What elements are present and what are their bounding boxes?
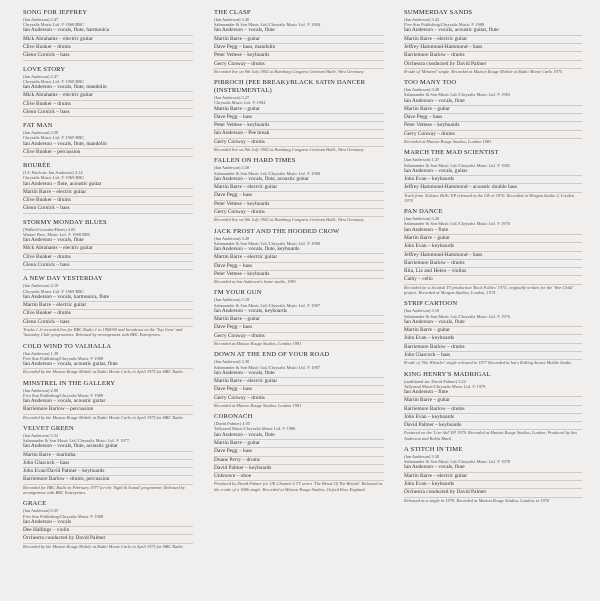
song-credit: Five Star Publishing/Chrysalis Music ℗ 1988: [23, 392, 104, 398]
song-entry: [23, 380, 193, 420]
musician-line: Barriemore Barlow – drums, percussion: [23, 476, 193, 484]
musician-line: Glenn Cornick – bass: [23, 205, 193, 213]
song-title: TOO MANY TOO: [404, 79, 457, 87]
musician-line: Mick Abrahams – electric guitar: [23, 36, 193, 44]
song-credit: (David Palmer) 4.05: [214, 421, 250, 427]
musician-line: Peter Vettese – keyboards: [214, 122, 384, 130]
musician-line: Peter Vettese – keyboards: [214, 52, 384, 60]
musician-line: Doane Perry – drums: [214, 457, 384, 465]
song-title: A STITCH IN TIME: [404, 446, 463, 454]
musician-line: Glenn Cornick – bass: [23, 262, 193, 270]
musician-line: Martin Barre – electric guitar: [23, 302, 193, 310]
musician-line: Gerry Conway – drums: [404, 131, 582, 139]
musician-line: Ian Anderson – vocals, acoustic guitar, flute: [404, 27, 582, 35]
song-title: VELVET GREEN: [23, 424, 74, 432]
musician-line: Martin Barre – guitar: [214, 36, 384, 44]
track-column-1: [23, 9, 193, 554]
musician-line: Ian Anderson – vocals, flute: [23, 237, 193, 245]
musician-line: John Glascock – bass: [404, 352, 582, 360]
song-entry: [404, 446, 582, 503]
musician-line: Gerry Conway – drums: [214, 395, 384, 403]
musician-line: Dave Pegg – bass: [214, 192, 384, 200]
musician-line: Martin Barre – guitar: [404, 106, 582, 114]
song-credit: (Ian Anderson) 2.58: [23, 130, 59, 136]
track-column-2: [214, 9, 384, 497]
musician-line: Jeffrey Hammond-Hammond – bass: [404, 252, 582, 260]
song-credit: (Ian Anderson) 5.52: [23, 432, 59, 438]
song-title: PAN DANCE: [404, 208, 443, 216]
song-title: STORMY MONDAY BLUES: [23, 218, 107, 226]
song-title: SONG FOR JEFFREY: [23, 9, 88, 16]
musician-line: Martin Barre – electric guitar: [214, 378, 384, 386]
musician-line: Ian Anderson – vocals, flute, harmonica: [23, 27, 193, 35]
song-title: A NEW DAY YESTERDAY: [23, 275, 103, 283]
song-credit: Salamander & Son Music Ltd./Chrysalis Music Ltd. ℗ 1977: [23, 438, 130, 444]
musician-line: Peter Vettese – keyboards: [214, 201, 384, 209]
musician-line: Ian Anderson – vocals: [23, 519, 193, 527]
musician-line: Dave Pegg – bass: [214, 263, 384, 271]
musician-line: Ian Anderson – vocals, flute, mandolin: [23, 141, 193, 149]
musician-line: Ian Anderson – vocals, flute, acoustic guitar: [214, 176, 384, 184]
song-entry: [23, 162, 193, 214]
song-title: FALLEN ON HARD TIMES: [214, 157, 296, 165]
song-credit: (Ian Anderson) 3.20: [404, 216, 440, 222]
song-credit: Salamander & Son Music Ltd./Chrysalis Music Ltd. ℗ 1987: [214, 302, 321, 308]
musician-line: Ian Anderson – vocals, acoustic guitar, flute: [23, 361, 193, 369]
song-credit: Chrysalis Music Ltd. ℗ 1984: [214, 100, 266, 106]
song-entry: [214, 79, 384, 152]
musician-line: Clive Bunker – percussion: [23, 149, 193, 157]
song-credit: Tallyrand Music/Chrysalis Music Ltd. ℗ 1986: [214, 426, 296, 432]
musician-line: John Evan – keyboards: [404, 335, 582, 343]
musician-line: Martin Barre – electric guitar: [214, 254, 384, 262]
recording-note: Featured on the 'Live Aid' EP 1979. Recorded at Maison Rouge Studios, London. Produced by Ian Anderson and Robin Black: [404, 430, 577, 441]
recording-note: Recorded at Maison Rouge Studios, London 1983: [404, 139, 492, 145]
recording-note: Recorded by the Maison Rouge Mobile at Radio Monte Carlo in April 1975 for BBC Radio: [23, 543, 183, 549]
musician-line: John Evan – keyboards: [404, 176, 582, 184]
musician-line: Dave Pegg – bass, mandolin: [214, 44, 384, 52]
song-credit: (Ian Anderson) 3.30: [214, 359, 250, 365]
musician-line: Ian Anderson – vocals, harmonica, flute: [23, 294, 193, 302]
song-entry: [214, 351, 384, 408]
song-credit: (Ian Anderson) 3.27: [214, 95, 250, 101]
recording-note: Tracks 1–6 recorded live for BBC Radio 1 in 1968/69 and broadcast on the 'Top Gear' and 'Saturday Club' programmes. Released by arrangement with BBC Enterprises.: [23, 326, 183, 338]
song-credit: (Ian Anderson) 0.35: [23, 508, 59, 514]
musician-line: Ian Anderson – vocals, flute, keyboards: [214, 246, 384, 254]
song-credit: Salamander & Son Music Ltd./Chrysalis Music Ltd. ℗ 1978: [404, 459, 511, 465]
song-credit: Salamander & Son Music Ltd./Chrysalis Music Ltd. ℗ 1984: [214, 22, 321, 28]
song-credit: Tallyrand Music/Chrysalis Music Ltd. ℗ 1979: [404, 383, 486, 389]
recording-note: Recorded by the Maison Rouge Mobile at Radio Monte Carlo in April 1975 for BBC Radio: [23, 414, 183, 420]
recording-note: Recorded at Maison Rouge Studios, London 1981: [214, 341, 302, 347]
musician-line: Martin Barre – guitar: [214, 106, 384, 114]
recording-note: Released as a single in 1978. Recorded at Maison Rouge Studios, London, in 1978: [404, 497, 550, 503]
musician-line: Ian Anderson – vocals, flute: [214, 370, 384, 378]
song-entry: [214, 157, 384, 222]
musician-line: Martin Barre – marimba: [23, 452, 193, 460]
recording-note: Recorded by the Maison Rouge Mobile at Radio Monte Carlo in April 1975 for BBC Radio: [23, 369, 183, 375]
song-entry: [23, 343, 193, 375]
musician-line: Gerry Conway – drums: [214, 139, 384, 147]
song-credit: Salamander & Son Music Ltd./Chrysalis Music Ltd. ℗ 1987: [214, 364, 321, 370]
musician-line: Dave Pegg – bass: [404, 114, 582, 122]
song-entry: [214, 413, 384, 492]
musician-line: John Evan/David Palmer – keyboards: [23, 468, 193, 476]
musician-line: Orchestra conducted by David Palmer: [404, 489, 582, 497]
song-credit: Salamander & Son Music Ltd./Chrysalis Music Ltd. ℗ 1988: [214, 240, 321, 246]
song-title: DOWN AT THE END OF YOUR ROAD: [214, 351, 330, 359]
recording-note: Recorded for a Scottish TV production 'Rock Follies' 1975, originally written for the 'War Child' project. Recorded at Morgan Studios, London, 1974: [404, 284, 574, 296]
song-credit: (Ian Anderson) 1.38: [23, 350, 59, 356]
song-credit: Salamander & Son Music Ltd./Chrysalis Music Ltd. ℗ 1976: [404, 313, 511, 319]
recording-note: B-side of 'Minstrel' single. Recorded at Maison Rouge Mobile at Radio Monte Carlo 1975: [404, 68, 563, 74]
song-credit: (Ian Anderson) 1.47: [404, 157, 440, 163]
musician-line: Clive Bunker – drums: [23, 254, 193, 262]
recording-note: Track from 'Solstice Bells' EP released in the UK in 1976. Recorded at Morgan Studio 2, London 1974: [404, 192, 575, 203]
song-entry: [214, 228, 384, 285]
recording-note: Recorded for BBC Radio in February 1977 for the 'Sight & Sound' programme. Released by arrangement with BBC Enterprises.: [23, 484, 185, 496]
song-credit: (Ian Anderson) 2.47: [23, 17, 59, 22]
song-title: MARCH THE MAD SCIENTIST: [404, 149, 499, 157]
song-credit: Salamander & Son Music Ltd./Chrysalis Music Ltd. ℗ 1982: [404, 162, 511, 168]
musician-line: Ian Anderson – vocals, flute: [404, 98, 582, 106]
musician-line: Ian Anderson – flute, acoustic guitar: [23, 181, 193, 189]
musician-line: Clive Bunker – drums: [23, 44, 193, 52]
song-title: STRIP CARTOON: [404, 300, 458, 308]
song-credit: (Ian Anderson) 4.19: [23, 283, 59, 289]
song-credit: (J.S. Bach arr. Ian Anderson) 4.14: [23, 170, 83, 176]
musician-line: Martin Barre – guitar: [404, 327, 582, 335]
musician-line: Ian Anderson – vocals, acoustic guitar: [23, 398, 193, 406]
musician-line: Gerry Conway – drums: [214, 61, 384, 69]
musician-line: Dave Pegg – bass: [214, 386, 384, 394]
song-credit: Chrysalis Music Ltd. ℗ 1969 BBC: [23, 175, 85, 181]
musician-line: Dave Pegg – bass: [214, 324, 384, 332]
song-credit: Five Star Publishing/Chrysalis Music ℗ 1988: [404, 22, 485, 28]
musician-line: Cathy – cello: [404, 276, 582, 284]
song-title: MINSTREL IN THE GALLERY: [23, 379, 116, 387]
musician-line: Dee Hallings – violin: [23, 527, 193, 535]
song-title: LOVE STORY: [23, 65, 66, 73]
musician-line: Peter Vettese – keyboards: [404, 122, 582, 130]
song-entry: [404, 79, 582, 144]
musician-line: Ian Anderson – vocals, flute: [214, 432, 384, 440]
song-title: KING HENRY'S MADRIGAL: [404, 370, 491, 378]
musician-line: Ian Anderson – Pee break: [214, 130, 384, 138]
musician-line: John Evan – keyboards: [404, 414, 582, 422]
musician-line: John Evan – keyboards: [404, 243, 582, 251]
song-entry: [23, 500, 193, 549]
musician-line: Ian Anderson – vocals, flute, mandolin: [23, 84, 193, 92]
musician-line: Glenn Cornick – bass: [23, 319, 193, 327]
musician-line: Ian Anderson – vocals, flute: [214, 27, 384, 35]
song-title: I'M YOUR GUN: [214, 289, 262, 297]
musician-line: John Glascock – bass: [23, 460, 193, 468]
song-entry: [23, 275, 193, 337]
musician-line: Martin Barre – electric guitar: [404, 473, 582, 481]
musician-line: Ian Anderson – vocals, flute: [404, 319, 582, 327]
musician-line: Orchestra conducted by David Palmer: [23, 535, 193, 543]
song-credit: Five Star Publishing/Chrysalis Music ℗ 1988: [23, 513, 104, 519]
musician-line: Martin Barre – electric guitar: [23, 189, 193, 197]
song-title: PIBROCH (PEE BREAK)/BLACK SATIN DANCER (INSTRUMENTAL): [214, 79, 366, 95]
song-title: GRACE: [23, 500, 47, 508]
song-credit: Five Star Publishing/Chrysalis Music ℗ 1988: [23, 355, 104, 361]
musician-line: Martin Barre – guitar: [404, 397, 582, 405]
musician-line: David Palmer – keyboards: [214, 465, 384, 473]
musician-line: Martin Barre – electric guitar: [214, 184, 384, 192]
song-credit: (Ian Anderson) 3.18: [214, 297, 250, 303]
song-title: THE CLASP: [214, 9, 251, 16]
song-credit: (Ian Anderson) 2.47: [23, 73, 59, 79]
musician-line: Clive Bunker – drums: [23, 310, 193, 318]
song-entry: [214, 9, 384, 74]
song-entry: [404, 149, 582, 203]
musician-line: Martin Barre – guitar: [214, 316, 384, 324]
recording-note: Produced by David Palmer for UK Channel 4 TV series 'The Blood Of The British'. Released as the a-side of a 1986 single. Recorded at Maison Rouge Studios, Oxford Row, England.: [214, 481, 383, 492]
song-credit: Chrysalis Music Ltd. ℗ 1968 BBC: [23, 22, 85, 28]
song-credit: (Ian Anderson) 3.16: [404, 308, 440, 314]
musician-line: Mick Abrahams – electric guitar: [23, 92, 193, 100]
musician-line: Barriemore Barlow – percussion: [23, 406, 193, 414]
song-entry: [404, 9, 582, 74]
song-credit: (Walker/Crowder/Hines) 4.05: [23, 226, 76, 232]
song-credit: (Ian Anderson) 3.42: [404, 17, 440, 22]
song-title: SUMMERDAY SANDS: [404, 9, 473, 16]
song-credit: (Ian Anderson) 3.38: [404, 454, 440, 460]
musician-line: Gerry Conway – drums: [214, 333, 384, 341]
musician-line: Barriemore Barlow – drums: [404, 344, 582, 352]
song-entry: [23, 66, 193, 118]
recording-note: B-side of 'The Whistler' single released in 1977 Recorded in Ian's Rolling Stones Mobile Studio: [404, 360, 572, 366]
song-credit: Chrysalis Music Ltd. ℗ 1968 BBC: [23, 78, 85, 84]
recording-note: Recorded at Ian Anderson's home studio, 1981: [214, 279, 297, 285]
musician-line: Ian Anderson – vocals, flute, acoustic guitar: [23, 443, 193, 451]
recording-note: Recorded live on 9th July 1982 at Hamburg Congress Centrum Halle, West Germany.: [214, 147, 365, 153]
song-title: COLD WIND TO VALHALLA: [23, 342, 112, 350]
musician-line: Ian Anderson – vocals, guitar: [404, 168, 582, 176]
song-title: FAT MAN: [23, 122, 53, 130]
musician-line: Martin Barre – electric guitar: [404, 36, 582, 44]
musician-line: Clive Bunker – drums: [23, 197, 193, 205]
song-credit: (Ian Anderson) 2.08: [23, 387, 59, 393]
musician-line: Clive Bunker – drums: [23, 101, 193, 109]
musician-line: John Evan – keyboards: [404, 481, 582, 489]
musician-line: Gerry Conway – drums: [214, 209, 384, 217]
musician-line: Peter Vettese – keyboards: [214, 271, 384, 279]
musician-line: Glenn Cornick – bass: [23, 52, 193, 60]
song-entry: [214, 289, 384, 346]
song-entry: [23, 122, 193, 157]
musician-line: Ian Anderson – vocals, flute: [404, 464, 582, 472]
track-column-3: [404, 9, 582, 508]
musician-line: Ian Anderson – flute: [404, 227, 582, 235]
song-credit: (Ian Anderson) 3.30: [214, 165, 250, 171]
musician-line: Jeffrey Hammond-Hammond – acoustic double bass: [404, 184, 582, 192]
musician-line: David Palmer – keyboards: [404, 422, 582, 430]
song-credit: Salamander & Son Music Ltd./Chrysalis Music Ltd. ℗ 1976: [404, 221, 511, 227]
musician-line: Jeffrey Hammond-Hammond – bass: [404, 44, 582, 52]
song-credit: Salamander & Son Music Ltd./Chrysalis Music Ltd. ℗ 1988: [214, 170, 321, 176]
song-credit: Salamander & Son Music Ltd./Chrysalis Music Ltd. ℗ 1983: [404, 92, 511, 98]
song-entry: [404, 208, 582, 295]
song-credit: (traditional arr. David Palmer) 3.22: [404, 378, 466, 384]
recording-note: Recorded live on 9th July 1982 at Hamburg Congress Centrum Halle, West Germany.: [214, 68, 365, 74]
song-credit: Chrysalis Music Ltd. ℗ 1969 BBC: [23, 288, 85, 294]
song-title: BOURÉE: [23, 162, 51, 170]
song-entry: [404, 371, 582, 441]
musician-line: Ian Anderson – flute: [404, 389, 582, 397]
musician-line: Martin Barre – guitar: [214, 440, 384, 448]
song-entry: [23, 9, 193, 61]
musician-line: Ian Anderson – vocals, keyboards: [214, 308, 384, 316]
musician-line: Orchestra conducted by David Palmer: [404, 61, 582, 69]
song-credit: (Ian Anderson) 3.20: [214, 235, 250, 241]
musician-line: Barriemore Barlow – drums: [404, 52, 582, 60]
musician-line: Barriemore Barlow – drums: [404, 260, 582, 268]
song-credit: (Ian Anderson) 3.28: [404, 87, 440, 93]
musician-line: Glenn Cornick – bass: [23, 109, 193, 117]
recording-note: Recorded at Maison Rouge Studios, London 1981: [214, 402, 302, 408]
musician-line: Dave Pegg – bass: [214, 448, 384, 456]
musician-line: Barriemore Barlow – drums: [404, 406, 582, 414]
musician-line: Rita, Liz and Helen – violins: [404, 268, 582, 276]
song-entry: [23, 425, 193, 495]
musician-line: Mick Abrahams – electric guitar: [23, 245, 193, 253]
recording-note: Recorded live on 9th July 1982 at Hamburg Congress Centrum Halle, West Germany.: [214, 217, 365, 223]
musician-line: Dave Pegg – bass: [214, 114, 384, 122]
song-credit: (Ian Anderson) 3.30: [214, 17, 250, 22]
song-title: CORONACH: [214, 413, 253, 421]
song-entry: [23, 219, 193, 271]
song-entry: [404, 300, 582, 365]
musician-line: Unknown – oboe: [214, 473, 384, 481]
song-credit: Warner Bros. Music Ltd. ℗ 1968 BBC: [23, 231, 91, 237]
song-title: JACK FROST AND THE HOODED CROW: [214, 227, 340, 235]
musician-line: Martin Barre – guitar: [404, 235, 582, 243]
song-credit: Chrysalis Music Ltd. ℗ 1969 BBC: [23, 135, 85, 141]
